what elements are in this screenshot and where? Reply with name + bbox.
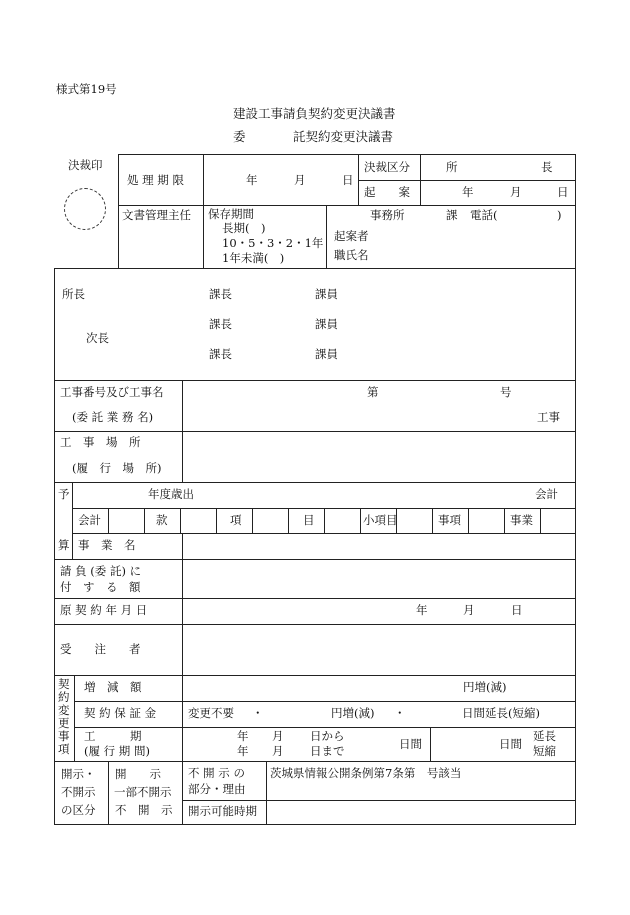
approval-section-chief: 課長 [209,317,232,331]
changes-vert-2: 約 [58,690,70,704]
rule [360,508,361,533]
budget-col-small-item: 小項目 [363,513,398,527]
rule [74,675,75,761]
period-to-month: 月 [272,744,284,758]
approval-staff: 課員 [315,317,338,331]
disclosure-label-1: 開示・ [61,767,96,781]
approval-section-chief: 課長 [209,347,232,361]
title-name-label: 職氏名 [334,248,369,262]
rule [118,154,119,268]
rule [118,154,576,155]
rule [54,431,576,432]
rule [54,598,576,599]
budget-fiscal: 年度歳出 [148,487,194,501]
changes-vert-3: 変 [58,703,70,717]
retention-years: 10・5・3・2・1年 [222,236,324,250]
rule [72,533,576,534]
rule [288,508,289,533]
decision-class-label: 決裁区分 [364,160,410,174]
processing-period-label: 処 理 期 限 [127,173,184,187]
budget-col-business: 事業 [510,513,533,527]
rule [358,180,576,181]
seal-label: 決裁印 [68,158,103,172]
rule [108,508,109,533]
period-from-day: 日から [310,729,345,743]
original-date-label: 原 契 約 年 月 日 [60,603,148,617]
approval-deputy: 次長 [86,331,109,345]
draft-year: 年 [462,185,474,199]
rule [430,727,431,761]
form-number: 様式第19号 [56,82,117,96]
increase-decrease-value: 円増(減) [463,680,507,694]
awardee-label: 受 注 者 [60,642,141,656]
budget-account-right: 会計 [535,487,558,501]
rule [358,154,359,205]
budget-col-kan: 款 [156,513,168,527]
rule [180,508,181,533]
location-sub: (履 行 場 所) [72,461,162,475]
changes-vert-4: 更 [58,716,70,730]
period-days-1: 日間 [399,737,422,751]
location-label: 工 事 場 所 [60,435,141,449]
disclosure-possible-date: 開示可能時期 [188,804,257,818]
rule [54,761,576,762]
disclosure-opt-partial: 一部不開示 [114,785,172,799]
period-from-month: 月 [272,729,284,743]
changes-vert-6: 項 [58,742,70,756]
rule [182,533,183,761]
doc-manager-label: 文書管理主任 [122,208,191,222]
period-days-2: 日間 [499,737,522,751]
rule [182,380,183,482]
security-deposit-label: 契 約 保 証 金 [84,706,157,720]
approval-director: 所長 [62,287,85,301]
rule [54,675,576,676]
changes-vert-1: 契 [58,677,70,691]
phone-label: 電話( [470,208,498,222]
security-value: 円増(減) [331,706,375,720]
rule [74,701,576,702]
increase-decrease-label: 増 減 額 [84,680,142,694]
rule [575,154,576,824]
rule [54,482,576,483]
rule [468,508,469,533]
retention-under1: 1年未満( ) [222,251,285,265]
security-bullet-2: ・ [394,706,406,720]
security-no-change: 変更不要 [188,706,234,720]
rule [144,508,145,533]
project-koji: 工事 [537,410,560,424]
disclosure-label-2: 不開示 [61,785,96,799]
rule [54,380,576,381]
retention-long: 長期( ) [222,221,266,235]
rule [182,761,183,824]
subtitle-prefix: 委 [233,129,246,144]
project-number-sub: (委 託 業 務 名) [72,410,154,424]
disclosure-reason-2: 部分・理由 [188,782,246,796]
rule [324,508,325,533]
budget-col-matter: 事項 [438,513,461,527]
approval-staff: 課員 [315,347,338,361]
disclosure-opt-open: 開 示 [115,767,161,781]
draft-day: 日 [557,185,569,199]
draft-month: 月 [510,185,522,199]
security-bullet: ・ [252,706,264,720]
seal-circle [64,188,106,230]
period-label-2: (履 行 期 間) [84,744,150,758]
project-go: 号 [500,385,512,399]
original-month: 月 [463,603,475,617]
budget-yo: 予 [58,487,70,501]
disclosure-opt-closed: 不 開 示 [115,803,173,817]
contract-amount-label-2: 付 す る 額 [60,580,141,594]
period-extend: 延長 [533,729,556,743]
project-dai: 第 [367,385,379,399]
office-head-b: 長 [541,160,553,174]
rule [108,761,109,824]
contract-amount-label-1: 請 負 (委 託) に [60,564,142,578]
draft-label: 起 案 [364,185,410,199]
approval-section-chief: 課長 [209,287,232,301]
original-day: 日 [511,603,523,617]
rule [252,508,253,533]
rule [326,205,327,268]
period-label-1: 工 期 [84,729,142,743]
section-label: 課 [446,208,458,222]
deadline-day: 日 [342,173,354,187]
rule [74,727,576,728]
rule [540,508,541,533]
retention-label: 保存期間 [208,207,254,221]
approval-staff: 課員 [315,287,338,301]
changes-vert-5: 事 [58,729,70,743]
rule [54,268,55,824]
original-year: 年 [416,603,428,617]
security-extension: 日間延長(短縮) [462,706,540,720]
drafter-label: 起案者 [334,229,369,243]
period-shorten: 短縮 [533,744,556,758]
period-to-day: 日まで [310,744,345,758]
office-head-a: 所 [446,160,458,174]
phone-close: ) [557,208,562,222]
budget-col-moku: 目 [303,513,315,527]
rule [54,824,576,825]
rule [118,205,576,206]
rule [432,508,433,533]
period-to-year: 年 [237,744,249,758]
disclosure-ordinance: 茨城県情報公開条例第7条第 号該当 [270,766,462,780]
rule [54,624,576,625]
period-from-year: 年 [237,729,249,743]
budget-col-account: 会計 [78,513,101,527]
business-name-label: 事 業 名 [78,538,136,552]
subtitle: 託契約変更決議書 [293,129,394,144]
rule [203,154,204,268]
rule [216,508,217,533]
rule [504,508,505,533]
deadline-month: 月 [294,173,306,187]
office-label: 事務所 [370,208,405,222]
rule [266,761,267,824]
rule [54,559,576,560]
budget-san: 算 [58,538,70,552]
rule [182,800,576,801]
rule [54,268,576,269]
project-number-label: 工事番号及び工事名 [60,385,164,399]
budget-col-kou: 項 [230,513,242,527]
disclosure-label-3: の区分 [61,803,96,817]
deadline-year: 年 [246,173,258,187]
rule [420,154,421,205]
rule [72,482,73,559]
disclosure-reason-1: 不 開 示 の [188,766,245,780]
document-title: 建設工事請負契約変更決議書 [233,106,396,121]
